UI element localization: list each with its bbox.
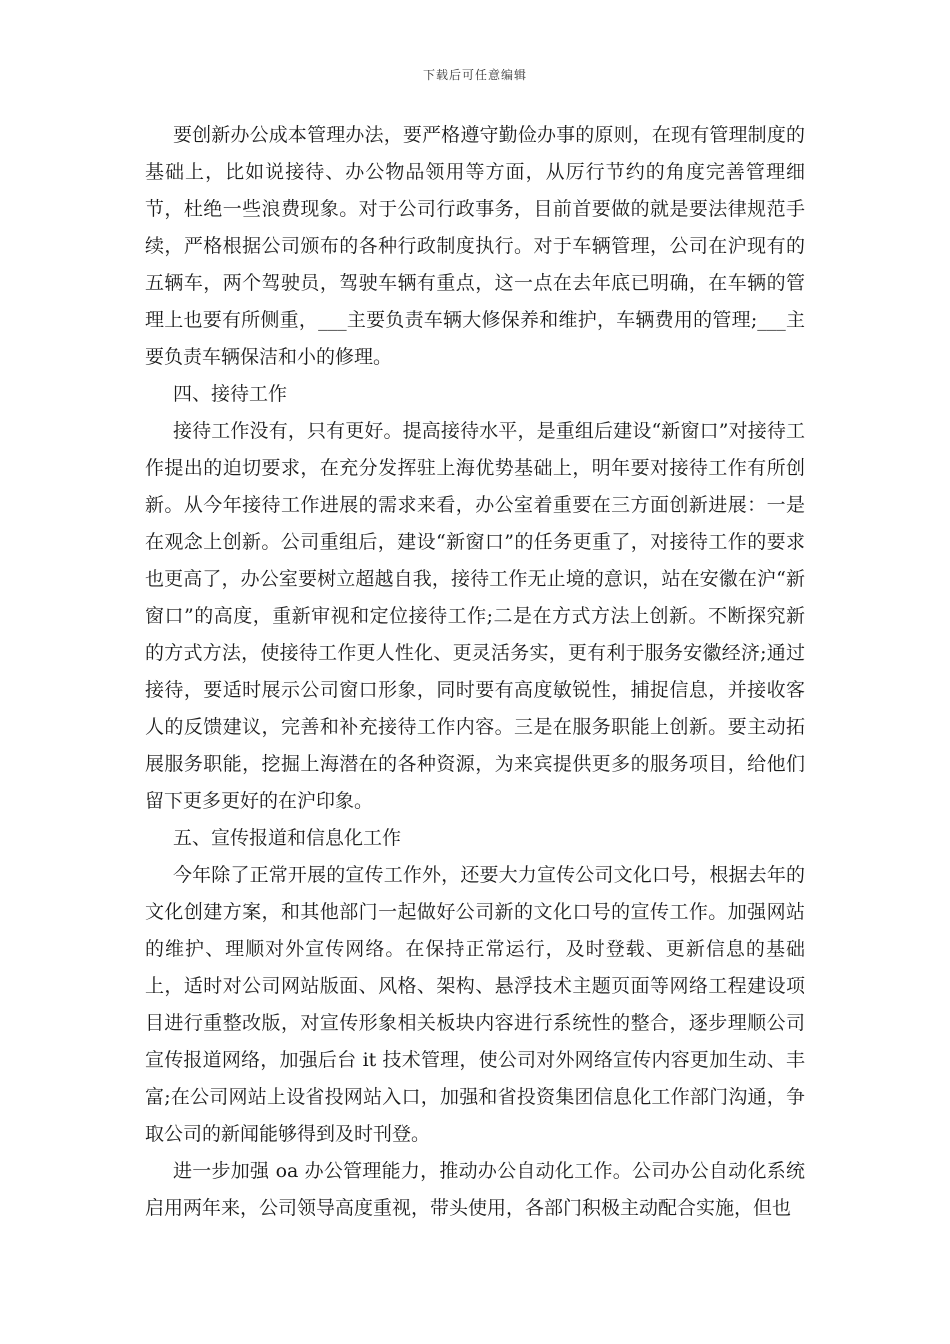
section-heading-publicity: 五、宣传报道和信息化工作 bbox=[173, 827, 402, 849]
section-heading-reception: 四、接待工作 bbox=[173, 383, 288, 405]
paragraph-office-cost: 要创新办公成本管理办法，要严格遵守勤俭办事的原则，在现有管理制度的基础上，比如说接待、办公物品领用等方面，从厉行节约的角度完善管理细节，杜绝一些浪费现象。对于公司行政事务，目前首要做的就是要法律规范手续，严格根据公司颁布的各种行政制度执行。对于车辆管理，公司在沪现有的五辆车，两个驾驶员，驾驶车辆有重点，这一点在去年底已明确，在车辆的管理上也要有所侧重，___主要负责车辆大修保养和维护，车辆费用的管理;___主要负责车辆保洁和小的修理。 bbox=[145, 124, 805, 368]
document-body bbox=[145, 117, 805, 1227]
paragraph-oa: 进一步加强 oa 办公管理能力，推动办公自动化工作。公司办公自动化系统启用两年来，公司领导高度重视，带头使用，各部门积极主动配合实施，但也 bbox=[145, 1160, 805, 1219]
page-header-note: 下载后可任意编辑 bbox=[422, 68, 527, 82]
paragraph-publicity: 今年除了正常开展的宣传工作外，还要大力宣传公司文化口号，根据去年的文化创建方案，和其他部门一起做好公司新的文化口号的宣传工作。加强网站的维护、理顺对外宣传网络。在保持正常运行，及时登载、更新信息的基础上，适时对公司网站版面、风格、架构、悬浮技术主题页面等网络工程建设项目进行重整改版，对宣传形象相关板块内容进行系统性的整合，逐步理顺公司宣传报道网络，加强后台 it 技术管理，使公司对外网络宣传内容更加生动、丰富;在公司网站上设省投网站入口，加强和省投资集团信息化工作部门沟通，争取公司的新闻能够得到及时刊登。 bbox=[145, 864, 805, 1145]
paragraph-reception: 接待工作没有，只有更好。提高接待水平，是重组后建设“新窗口”对接待工作提出的迫切要求，在充分发挥驻上海优势基础上，明年要对接待工作有所创新。从今年接待工作进展的需求来看，办公室着重要在三方面创新进展：一是在观念上创新。公司重组后，建设“新窗口”的任务更重了，对接待工作的要求也更高了，办公室要树立超越自我，接待工作无止境的意识，站在安徽在沪“新窗口”的高度，重新审视和定位接待工作;二是在方式方法上创新。不断探究新的方式方法，使接待工作更人性化、更灵活务实，更有利于服务安徽经济;通过接待，要适时展示公司窗口形象，同时要有高度敏锐性，捕捉信息，并接收客人的反馈建议，完善和补充接待工作内容。三是在服务职能上创新。要主动拓展服务职能，挖掘上海潜在的各种资源，为来宾提供更多的服务项目，给他们留下更多更好的在沪印象。 bbox=[145, 420, 805, 812]
